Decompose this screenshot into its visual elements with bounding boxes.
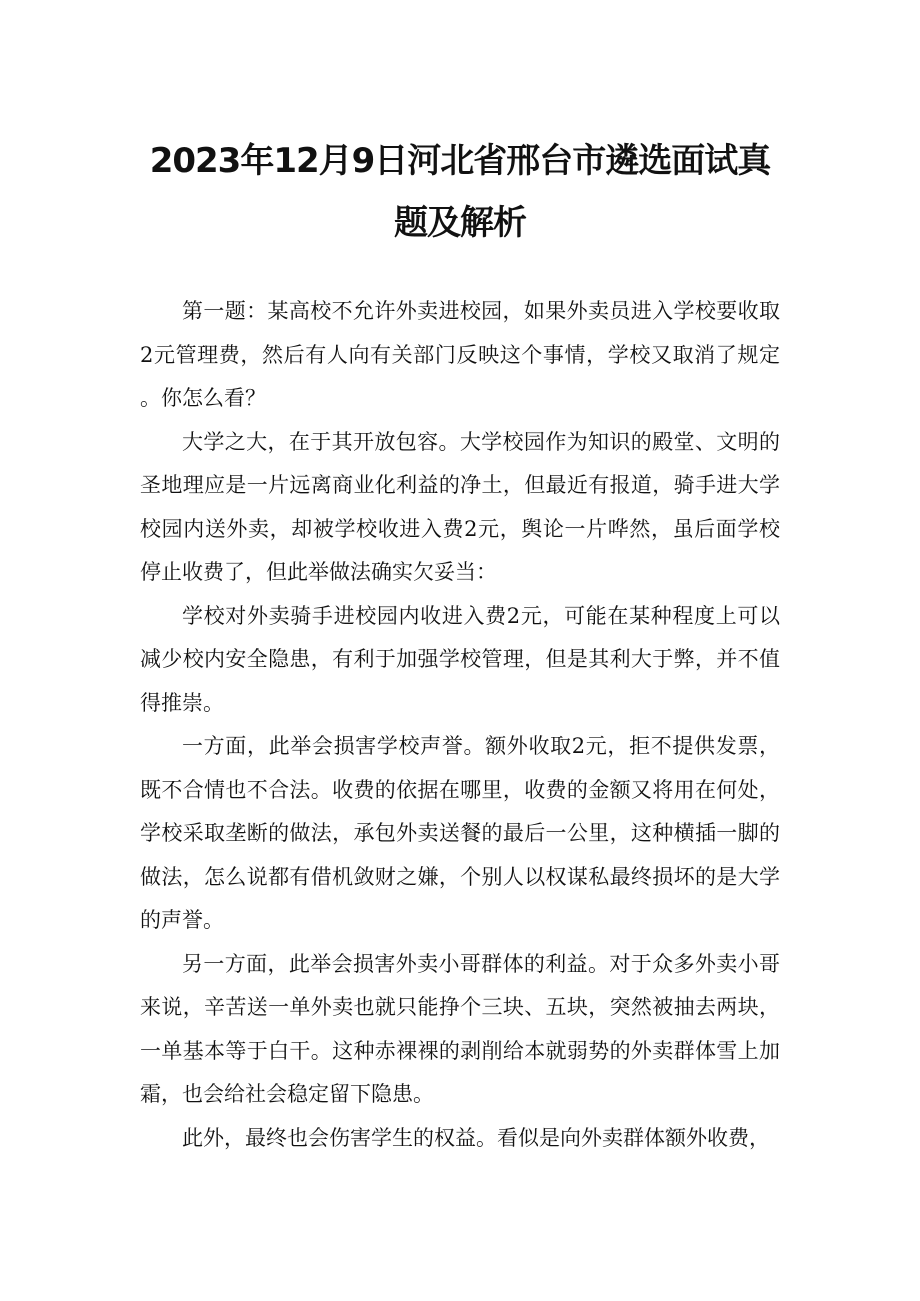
title-line-2: 题及解析 [394, 203, 526, 243]
document-body [140, 290, 780, 1160]
paragraph-school-reputation: 一方面，此举会损害学校声誉。额外收取2元，拒不提供发票，既不合情也不合法。收费的依据在哪里，收费的金额又将用在何处，学校采取垄断的做法，承包外卖送餐的最后一公里，这种横插一脚的做法，怎么说都有借机敛财之嫌，个别人以权谋私最终损坏的是大学的声誉。 [140, 734, 780, 932]
paragraph-student-rights: 此外，最终也会伤害学生的权益。看似是向外卖群体额外收费， [182, 1125, 770, 1150]
paragraph-intro: 大学之大，在于其开放包容。大学校园作为知识的殿堂、文明的圣地理应是一片远离商业化利益的净土，但最近有报道，骑手进大学校园内送外卖，却被学校收进入费2元，舆论一片哗然，虽后面学校停止收费了，但此举做法确实欠妥当： [140, 429, 780, 584]
document-title [140, 130, 780, 254]
paragraph-rider-interests: 另一方面，此举会损害外卖小哥群体的利益。对于众多外卖小哥来说，辛苦送一单外卖也就只能挣个三块、五块，突然被抽去两块，一单基本等于白干。这种赤裸裸的剥削给本就弱势的外卖群体雪上加霜，也会给社会稳定留下隐患。 [140, 951, 780, 1106]
paragraph-question: 第一题：某高校不允许外卖进校园，如果外卖员进入学校要收取2元管理费，然后有人向有关部门反映这个事情，学校又取消了规定。你怎么看？ [140, 299, 780, 410]
title-line-1: 2023年12月9日河北省邢台市遴选面试真 [149, 141, 771, 181]
paragraph-thesis: 学校对外卖骑手进校园内收进入费2元，可能在某种程度上可以减少校内安全隐患，有利于加强学校管理，但是其利大于弊，并不值得推崇。 [140, 603, 780, 715]
